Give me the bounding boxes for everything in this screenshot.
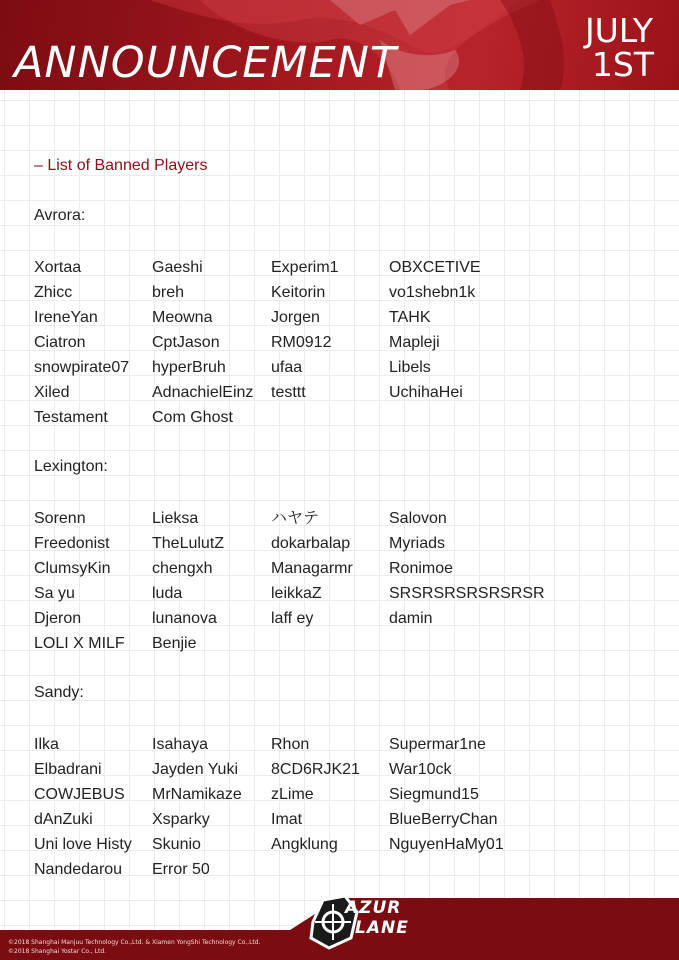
server-name-lexington: Lexington:	[34, 458, 108, 475]
player-name: Sorenn	[34, 510, 86, 527]
player-grid-sandy	[34, 732, 654, 882]
player-name: OBXCETIVE	[389, 259, 481, 276]
player-name: Isahaya	[152, 736, 209, 753]
player-name: TAHK	[389, 309, 431, 326]
player-name: Xiled	[34, 384, 70, 401]
player-name: zLime	[271, 786, 314, 803]
azur-lane-logo	[305, 892, 420, 952]
server-name-avrora: Avrora:	[34, 207, 86, 224]
player-name: Mapleji	[389, 334, 440, 351]
copyright-text	[8, 938, 261, 956]
copyright-line-1: ©2018 Shanghai Manjuu Technology Co.,Ltd. & Xiamen YongShi Technology Co.,Ltd.	[8, 939, 261, 946]
player-name: LOLI X MILF	[34, 635, 125, 652]
player-name: luda	[152, 585, 183, 602]
logo-wordmark-2: LANE	[355, 918, 409, 938]
player-name: Djeron	[34, 610, 82, 627]
player-name: Jayden Yuki	[152, 761, 238, 778]
player-name: lunanova	[152, 610, 217, 627]
player-name: IreneYan	[34, 309, 98, 326]
player-name: BlueBerryChan	[389, 811, 498, 828]
player-name: Rhon	[271, 736, 310, 753]
player-name: Angklung	[271, 836, 338, 853]
player-name: ufaa	[271, 359, 303, 376]
player-name: Ilka	[34, 736, 59, 753]
player-name: Sa yu	[34, 585, 75, 602]
player-name: MrNamikaze	[152, 786, 242, 803]
player-name: Supermar1ne	[389, 736, 486, 753]
copyright-line-2: ©2018 Shanghai Yostar Co., Ltd.	[8, 948, 107, 955]
player-name: Lieksa	[152, 510, 199, 527]
player-name: Salovon	[389, 510, 447, 527]
player-name: UchihaHei	[389, 384, 463, 401]
player-name: War10ck	[389, 761, 452, 778]
date-day: 1ST	[591, 45, 654, 84]
player-name: Libels	[389, 359, 431, 376]
player-name: testtt	[271, 384, 306, 401]
player-name: Com Ghost	[152, 409, 233, 426]
player-name: ハヤテ	[271, 510, 320, 527]
player-name: chengxh	[152, 560, 213, 577]
player-name: AdnachielEinz	[152, 384, 254, 401]
player-name: 8CD6RJK21	[271, 761, 360, 778]
player-name: Xsparky	[152, 811, 210, 828]
player-name: Ciatron	[34, 334, 86, 351]
server-name-sandy: Sandy:	[34, 684, 84, 701]
player-name: Ronimoe	[389, 560, 454, 577]
player-name: Myriads	[389, 535, 446, 552]
announcement-date	[543, 11, 654, 84]
player-name: snowpirate07	[34, 359, 130, 376]
player-name: SRSRSRSRSRSRSR	[389, 585, 545, 602]
player-name: Gaeshi	[152, 259, 203, 276]
banned-list-title: – List of Banned Players	[34, 157, 208, 174]
player-name: hyperBruh	[152, 359, 226, 376]
player-name: Freedonist	[34, 535, 110, 552]
player-name: vo1shebn1k	[389, 284, 476, 301]
player-name: Zhicc	[34, 284, 73, 301]
player-grid-avrora	[34, 255, 654, 430]
player-name: dokarbalap	[271, 535, 351, 552]
player-name: Nandedarou	[34, 861, 123, 878]
player-name: damin	[389, 610, 433, 627]
player-name: Experim1	[271, 259, 339, 276]
player-grid-lexington	[34, 506, 654, 656]
player-name: ClumsyKin	[34, 560, 111, 577]
player-name: Skunio	[152, 836, 201, 853]
player-name: NguyenHaMy01	[389, 836, 504, 853]
announcement-title: ANNOUNCEMENT	[14, 38, 398, 88]
player-name: Keitorin	[271, 284, 326, 301]
player-name: Testament	[34, 409, 108, 426]
logo-wordmark: AZUR	[345, 898, 402, 918]
player-name: dAnZuki	[34, 811, 93, 828]
player-name: TheLulutZ	[152, 535, 225, 552]
player-name: RM0912	[271, 334, 332, 351]
player-name: Managarmr	[271, 560, 353, 577]
player-name: Uni love Histy	[34, 836, 132, 853]
player-name: Xortaa	[34, 259, 82, 276]
announcement-header	[0, 0, 679, 90]
player-name: CptJason	[152, 334, 220, 351]
player-name: Elbadrani	[34, 761, 102, 778]
player-name: laff ey	[271, 610, 314, 627]
player-name: Error 50	[152, 861, 210, 878]
player-name: Jorgen	[271, 309, 320, 326]
player-name: Benjie	[152, 635, 197, 652]
player-name: Meowna	[152, 309, 213, 326]
player-name: leikkaZ	[271, 585, 322, 602]
player-name: Imat	[271, 811, 303, 828]
date-month: JULY	[584, 11, 653, 50]
player-name: breh	[152, 284, 185, 301]
player-name: Siegmund15	[389, 786, 479, 803]
player-name: COWJEBUS	[34, 786, 125, 803]
